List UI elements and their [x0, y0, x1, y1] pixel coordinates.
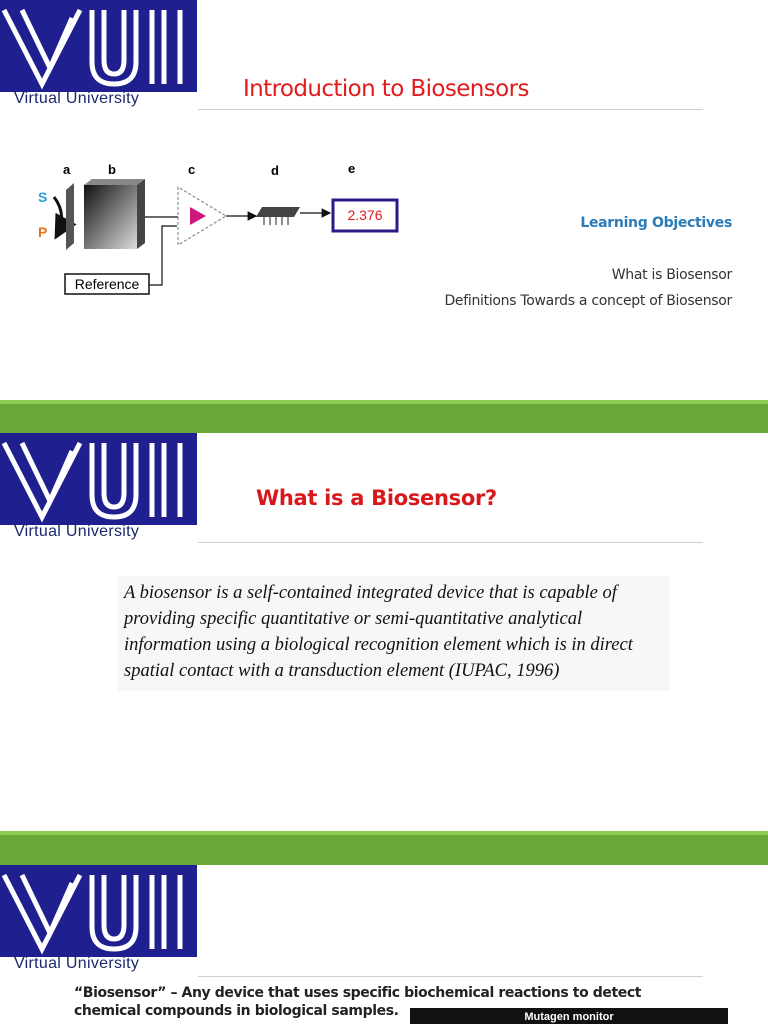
display-value: 2.376 — [347, 207, 383, 223]
transducer-b — [84, 185, 137, 249]
objective-item: What is Biosensor — [611, 267, 732, 283]
learning-objectives-title: Learning Objectives — [580, 215, 732, 231]
logo-caption: Virtual University — [14, 90, 140, 107]
label-c: c — [188, 162, 196, 177]
slide-1 — [0, 0, 768, 400]
label-b: b — [108, 162, 116, 177]
vu-logo-icon — [0, 0, 197, 92]
vu-logo — [0, 0, 197, 92]
title-divider — [198, 542, 703, 543]
logo-caption: Virtual University — [14, 523, 140, 540]
objective-item: Definitions Towards a concept of Biosensor — [444, 293, 732, 309]
biosensor-diagram — [30, 155, 410, 305]
bioreceptor-a — [66, 183, 74, 250]
vu-logo — [0, 433, 197, 525]
vu-logo-icon — [0, 865, 197, 957]
slide-title: What is a Biosensor? — [256, 486, 497, 510]
reference-label: Reference — [74, 276, 140, 292]
label-d: d — [271, 163, 279, 178]
logo-caption: Virtual University — [14, 955, 140, 972]
slide-separator — [0, 400, 768, 433]
label-a: a — [63, 162, 71, 177]
slide-3 — [0, 865, 768, 1024]
slide-2 — [0, 433, 768, 831]
title-divider — [198, 976, 703, 977]
title-divider — [198, 109, 703, 110]
slide-title: Introduction to Biosensors — [243, 76, 529, 102]
bio-arrow — [54, 197, 62, 237]
vu-logo — [0, 865, 197, 957]
label-substrate: S — [38, 189, 48, 205]
label-e: e — [348, 161, 356, 176]
biosensor-definition: “Biosensor” – Any device that uses specific biochemical reactions to detect chemical compounds in biological samples. — [74, 985, 642, 1019]
slide-separator — [0, 831, 768, 865]
processor-d — [256, 207, 300, 217]
mutagen-monitor-label: Mutagen monitor — [410, 1008, 728, 1024]
definition-text: A biosensor is a self-contained integrated device that is capable of providing specific quantitative or semi-quantitative analytical information using a biological recognition element which is in direct spatial contact with a transduction element (IUPAC, 1996) — [118, 576, 670, 691]
vu-logo-icon — [0, 433, 197, 525]
label-product: P — [38, 224, 48, 240]
